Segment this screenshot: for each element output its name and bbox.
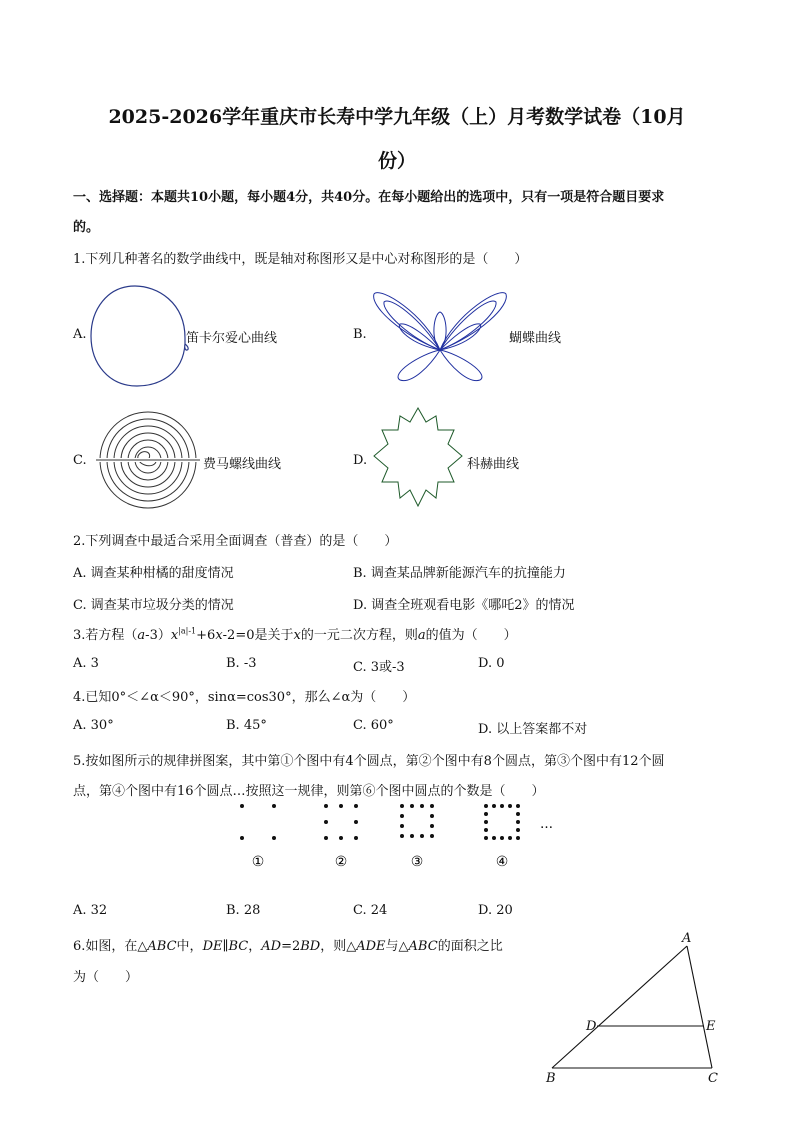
q1-option-b-label: 蝴蝶曲线 — [509, 331, 562, 346]
koch-snowflake-figure — [370, 404, 466, 510]
q3-var-a: a — [417, 628, 426, 643]
dot-pattern-figure — [230, 798, 570, 872]
q1-option-b-letter: B. — [353, 327, 367, 342]
q2-option-c: C. 调查某市垃圾分类的情况 — [73, 598, 234, 613]
q3-var-x: x — [293, 628, 301, 643]
pattern-4-dots — [484, 804, 520, 840]
q4-option-c: C. 60° — [353, 718, 394, 733]
page-title: 2025-2026学年重庆市长寿中学九年级（上）月考数学试卷（10月 — [108, 106, 686, 128]
section-header-continued: 的。 — [73, 220, 100, 235]
q2-option-d: D. 调查全班观看电影《哪吒2》的情况 — [353, 598, 575, 613]
q6-term: BC — [228, 939, 249, 954]
q4-option-a: A. 30° — [73, 718, 114, 733]
q4-stem: 4.已知0°＜∠α＜90°，sinα=cos30°，那么∠α为（ ） — [73, 690, 416, 705]
point-label-d: D — [586, 1019, 597, 1034]
q1-option-a-label: 笛卡尔爱心曲线 — [186, 331, 278, 346]
q6-stem-text: 与△ — [385, 939, 409, 954]
q3-exponent: |a|-1 — [178, 626, 197, 636]
pattern-label-4: ④ — [495, 854, 509, 870]
pattern-label-1: ① — [251, 854, 265, 870]
q1-option-d-label: 科赫曲线 — [467, 457, 520, 472]
pattern-label-2: ② — [334, 854, 348, 870]
q3-stem-text: -2=0是关于 — [222, 628, 294, 643]
q1-option-d-letter: D. — [353, 453, 368, 468]
point-label-b: B — [546, 1071, 556, 1086]
triangle-figure — [540, 928, 730, 1088]
q4-option-b: B. 45° — [226, 718, 267, 733]
q6-stem-text: =2 — [281, 939, 301, 954]
q3-stem — [73, 624, 517, 643]
q3-stem-text: 3.若方程（ — [73, 628, 138, 643]
q2-option-a: A. 调查某种柑橘的甜度情况 — [73, 566, 234, 581]
q6-term: BD — [300, 939, 321, 954]
side-ac — [687, 946, 712, 1068]
q3-var-a: a — [137, 628, 146, 643]
q1-stem: 1.下列几种著名的数学曲线中，既是轴对称图形又是中心对称图形的是（ ） — [73, 252, 528, 267]
q6-stem — [73, 935, 503, 954]
q5-option-c: C. 24 — [353, 903, 388, 918]
q5-option-b: B. 28 — [226, 903, 261, 918]
page-title-continued: 份） — [377, 150, 416, 172]
point-label-c: C — [708, 1071, 718, 1086]
q6-term: ABC — [408, 939, 438, 954]
q6-stem-text: 中， — [176, 939, 203, 954]
q6-stem-text: ∥ — [222, 939, 229, 954]
pattern-3-dots — [400, 804, 434, 838]
point-label-e: E — [706, 1019, 716, 1034]
q3-var-x: x — [215, 628, 223, 643]
q3-stem-text: -3） — [145, 628, 171, 643]
q6-stem-continued: 为（ ） — [73, 970, 139, 985]
q5-option-d: D. 20 — [478, 903, 513, 918]
q6-term: AD — [261, 939, 282, 954]
q3-stem-text: +6 — [196, 628, 216, 643]
cardioid-curve-figure — [85, 282, 195, 392]
q3-option-a: A. 3 — [73, 656, 99, 671]
q3-var-x: x — [170, 628, 179, 643]
pattern-1-dots — [240, 804, 276, 840]
q5-stem-continued: 点，第④个图中有16个圆点…按照这一规律，则第⑥个图中圆点的个数是（ ） — [73, 784, 545, 799]
q6-stem-text: ，则△ — [320, 939, 357, 954]
section-header: 一、选择题：本题共10小题，每小题4分，共40分。在每小题给出的选项中，只有一项是符合题目要求 — [73, 190, 665, 205]
q6-term: ABC — [147, 939, 177, 954]
q3-option-b: B. -3 — [226, 656, 257, 671]
fermat-spiral-figure — [92, 408, 204, 512]
pattern-ellipsis: … — [540, 817, 553, 832]
q6-stem-text: 6.如图，在△ — [73, 939, 148, 954]
q1-option-a-letter: A. — [73, 327, 87, 342]
q5-option-a: A. 32 — [73, 903, 108, 918]
q6-stem-text: 的面积之比 — [437, 939, 503, 954]
butterfly-curve-figure — [370, 284, 510, 384]
q4-option-d: D. 以上答案都不对 — [478, 722, 588, 737]
q2-option-b: B. 调查某品牌新能源汽车的抗撞能力 — [353, 566, 566, 581]
point-label-a: A — [682, 931, 692, 946]
q3-stem-text: 的一元二次方程，则 — [300, 628, 418, 643]
pattern-2-dots — [324, 804, 358, 840]
q1-option-c-letter: C. — [73, 453, 87, 468]
q3-stem-text: 的值为（ ） — [425, 628, 517, 643]
q5-stem: 5.按如图所示的规律拼图案，其中第①个图中有4个圆点，第②个图中有8个圆点，第③个图中有12个圆 — [73, 754, 665, 769]
q6-term: DE — [202, 939, 223, 954]
q2-stem: 2.下列调查中最适合采用全面调查（普查）的是（ ） — [73, 534, 398, 549]
pattern-label-3: ③ — [410, 854, 424, 870]
q3-option-d: D. 0 — [478, 656, 505, 671]
q6-term: ADE — [356, 939, 386, 954]
q1-option-c-label: 费马螺线曲线 — [203, 457, 282, 472]
q6-stem-text: ， — [248, 939, 262, 954]
q3-option-c: C. 3或-3 — [353, 660, 405, 675]
side-ab — [552, 946, 687, 1068]
